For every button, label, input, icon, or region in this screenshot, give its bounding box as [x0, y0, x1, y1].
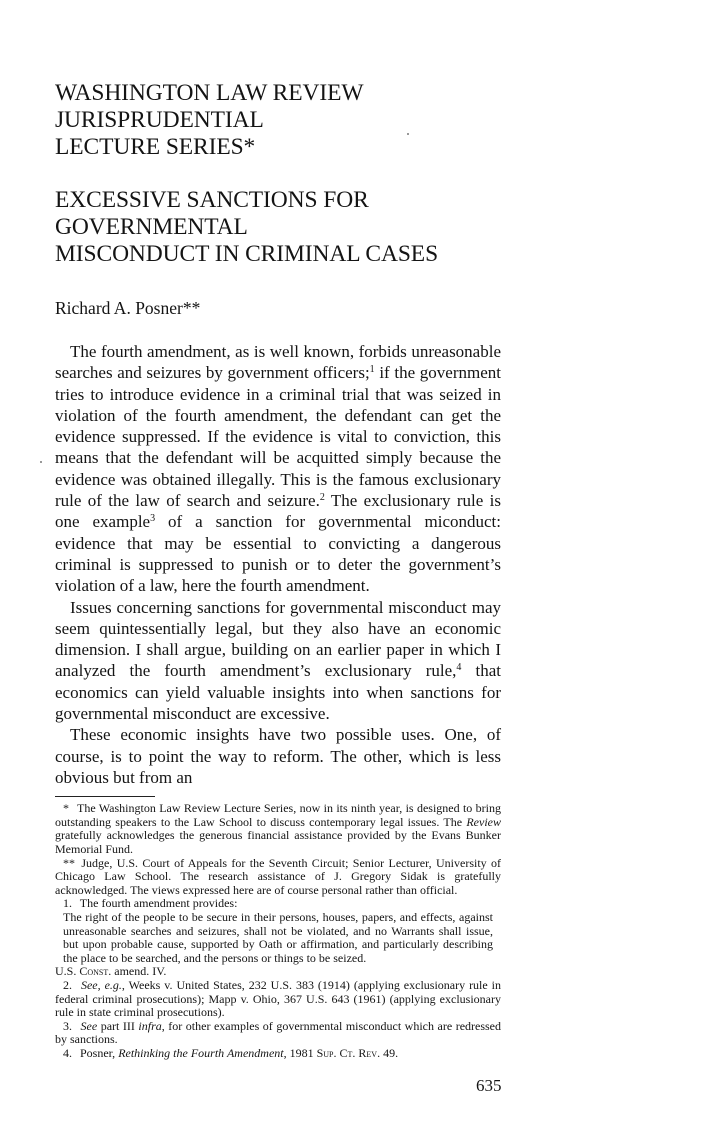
footnote-mark: * — [63, 801, 69, 816]
footnote-ref-4[interactable]: 4 — [456, 662, 462, 674]
small-caps-run: Ct — [339, 1045, 353, 1060]
footnote-ref-1[interactable]: 1 — [369, 364, 375, 376]
text-run: part III — [97, 1018, 139, 1033]
text-run: , for other examples of governmental misconduct which are redressed by sanctions. — [55, 1018, 502, 1047]
footnote-ref-2[interactable]: 2 — [319, 492, 325, 504]
small-caps-run: Rev — [358, 1045, 378, 1060]
text-run: . amend. IV. — [108, 964, 167, 979]
footnote-ref-3[interactable]: 3 — [150, 513, 156, 525]
text-run: The fourth amendment, as is well known, forbids unreasonable searches and seizures by government officers; — [55, 342, 501, 383]
text-run: , Weeks v. United States, 232 U.S. 383 (1914) (applying exclusionary rule in federal criminal prosecutions); Mapp v. Ohio, 367 U.S. 643 (1961) (applying exclusionary rule in state criminal prosecutions). — [55, 977, 502, 1020]
italic-run: See, e.g. — [80, 977, 122, 992]
paragraph-2 — [55, 597, 501, 725]
footnote-mark: 1. — [63, 896, 72, 911]
article-title — [55, 187, 501, 268]
text-run: U.S. — [55, 964, 80, 979]
paragraph-1 — [55, 341, 501, 597]
lecture-series-heading — [55, 80, 501, 161]
footnote-star — [55, 802, 501, 856]
text-run: The fourth amendment provides: — [79, 896, 238, 911]
italic-run: Rethinking the Fourth Amendment — [118, 1045, 284, 1060]
series-line-2: LECTURE SERIES* — [55, 134, 256, 160]
footnote-1-citation — [55, 965, 501, 979]
text-run: The Washington Law Review Lecture Series, now in its ninth year, is designed to bring outstanding speakers to the Law School to discuss contemporary legal issues. The — [55, 801, 501, 829]
text-run: , 1981 — [283, 1045, 317, 1060]
text-run: gratefully acknowledges the generous financial assistance provided by the Evans Bunker Memorial Fund. — [55, 828, 501, 857]
document-page — [55, 0, 501, 1136]
italic-run: Review — [466, 814, 501, 829]
scan-speck — [40, 461, 42, 463]
italic-run: See — [80, 1018, 98, 1033]
footnote-4 — [55, 1047, 501, 1061]
article-body — [55, 341, 501, 788]
footnote-1 — [55, 897, 501, 911]
text-run: Judge, U.S. Court of Appeals for the Seventh Circuit; Senior Lecturer, University of Chicago Law School. The research assistance of J. Gregory Sidak is gratefully acknowledged. The views expressed here are of course personal rather than official. — [55, 855, 501, 897]
author-name: Richard A. Posner** — [55, 298, 201, 318]
text-run: Issues concerning sanctions for governmental misconduct may seem quintessentially legal, but they also have an economic dimension. I shall argue, building on an earlier paper in which I analyzed the fourth amendment’s exclusionary rule, — [55, 597, 501, 681]
title-line-1: EXCESSIVE SANCTIONS FOR GOVERNMENTAL — [55, 187, 369, 240]
title-line-2: MISCONDUCT IN CRIMINAL CASES — [55, 241, 439, 267]
page-number: 635 — [476, 1075, 502, 1095]
text-run: . 49. — [377, 1045, 399, 1060]
footnote-mark: 4. — [63, 1045, 72, 1060]
text-run: . — [333, 1045, 340, 1060]
footnote-mark: 3. — [63, 1018, 72, 1033]
footnote-2 — [55, 979, 501, 1020]
italic-run: infra — [138, 1018, 162, 1033]
footnote-divider — [55, 796, 155, 797]
footnote-mark: ** — [63, 855, 75, 870]
scan-speck — [407, 133, 409, 135]
text-run: Posner, — [80, 1045, 119, 1060]
footnotes — [55, 802, 501, 1060]
paragraph-3: These economic insights have two possible uses. One, of course, is to point the way to reform. The other, which is less obvious but from an — [55, 725, 501, 787]
small-caps-run: Sup — [316, 1045, 334, 1060]
footnote-double-star — [55, 857, 501, 898]
footnote-3 — [55, 1020, 501, 1047]
footnote-mark: 2. — [63, 977, 72, 992]
text-run: The exclusionary rule is one example — [55, 491, 501, 532]
series-line-1: WASHINGTON LAW REVIEW JURISPRUDENTIAL — [55, 80, 364, 133]
small-caps-run: Const — [79, 964, 109, 979]
footnote-1-quote: The right of the people to be secure in their persons, houses, papers, and effects, against unreasonable searches and seizures, shall not be violated, and no Warrants shall issue, but upon probable cause, supported by Oath or affirmation, and particularly describing the place to be searched, and the persons or things to be seized. — [63, 909, 493, 965]
text-run: if the government tries to introduce evidence in a criminal trial that was seized in violation of the fourth amendment, the defendant can get the evidence suppressed. If the evidence is vital to conviction, this means that the defendant will be acquitted simply because the evidence was obtained illegally. This is the famous exclusionary rule of the law of search and seizure. — [55, 363, 501, 511]
text-run: of a sanction for governmental miconduct: evidence that may be essential to convicting a dangerous criminal is suppressed to punish or to deter the government’s violation of a law, here the fourth amendment. — [55, 512, 501, 596]
text-run: . — [352, 1045, 359, 1060]
text-run: that economics can yield valuable insights into when sanctions for governmental misconduct are excessive. — [55, 661, 501, 724]
